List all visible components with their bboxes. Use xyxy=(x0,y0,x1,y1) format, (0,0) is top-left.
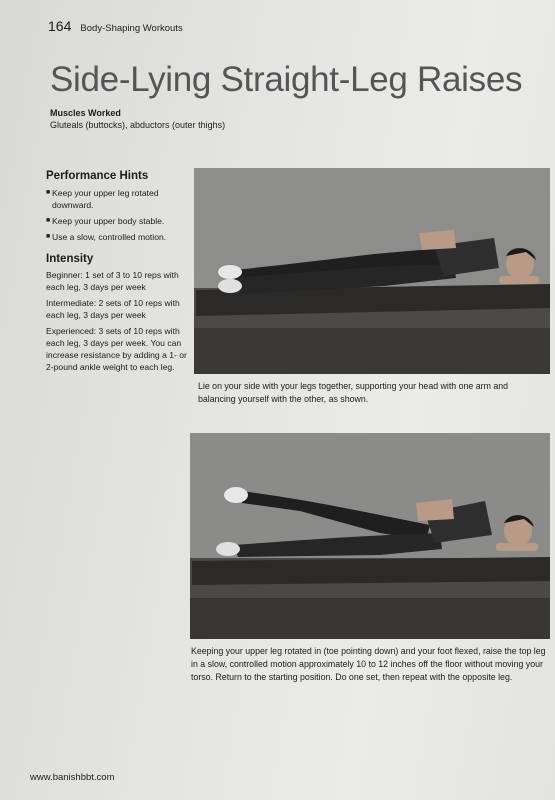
hint-item xyxy=(46,215,191,227)
footer-url: www.banishbbt.com xyxy=(30,772,115,783)
page-number: 164 xyxy=(48,18,72,34)
bullet-icon: ■ xyxy=(46,189,51,196)
exercise-title: Side-Lying Straight-Leg Raises xyxy=(50,60,523,99)
bullet-icon: ■ xyxy=(46,217,51,224)
intensity-experienced: Experienced: 3 sets of 10 reps with each leg, 3 days per week. You can increase resistance by adding a 1- or 2-pound ankle weight to each leg. xyxy=(46,326,187,372)
photo-raise-caption: Keeping your upper leg rotated in (toe pointing down) and your foot flexed, raise the top leg in a slow, controlled motion approximately 10 to 12 inches off the floor without moving your torso. Return to the starting position. Do one set, then repeat with the opposite leg. xyxy=(191,646,546,682)
hint-item xyxy=(46,231,191,243)
sidebar-column xyxy=(46,170,191,377)
photo-start-illustration xyxy=(194,168,550,374)
hint-item xyxy=(46,187,191,211)
exercise-photo-raise xyxy=(190,433,550,639)
muscles-heading: Muscles Worked xyxy=(50,108,121,118)
hint-text: Use a slow, controlled motion. xyxy=(52,232,167,242)
hint-text: Keep your upper leg rotated downward. xyxy=(52,188,159,210)
section-title: Body-Shaping Workouts xyxy=(80,23,183,34)
intensity-beginner: Beginner: 1 set of 3 to 10 reps with each leg, 3 days per week xyxy=(46,270,179,292)
intensity-heading: Intensity xyxy=(46,253,94,265)
photo-raise-illustration xyxy=(190,433,550,639)
exercise-photo-start xyxy=(194,168,550,374)
hints-heading: Performance Hints xyxy=(46,170,149,182)
hint-text: Keep your upper body stable. xyxy=(52,216,165,226)
bullet-icon: ■ xyxy=(46,233,51,240)
photo-start-caption: Lie on your side with your legs together, supporting your head with one arm and balancing yourself with the other, as shown. xyxy=(198,381,509,404)
muscles-text: Gluteals (buttocks), abductors (outer thighs) xyxy=(50,120,226,130)
intensity-intermediate: Intermediate: 2 sets of 10 reps with each leg, 3 days per week xyxy=(46,298,180,320)
page-header xyxy=(48,18,183,34)
